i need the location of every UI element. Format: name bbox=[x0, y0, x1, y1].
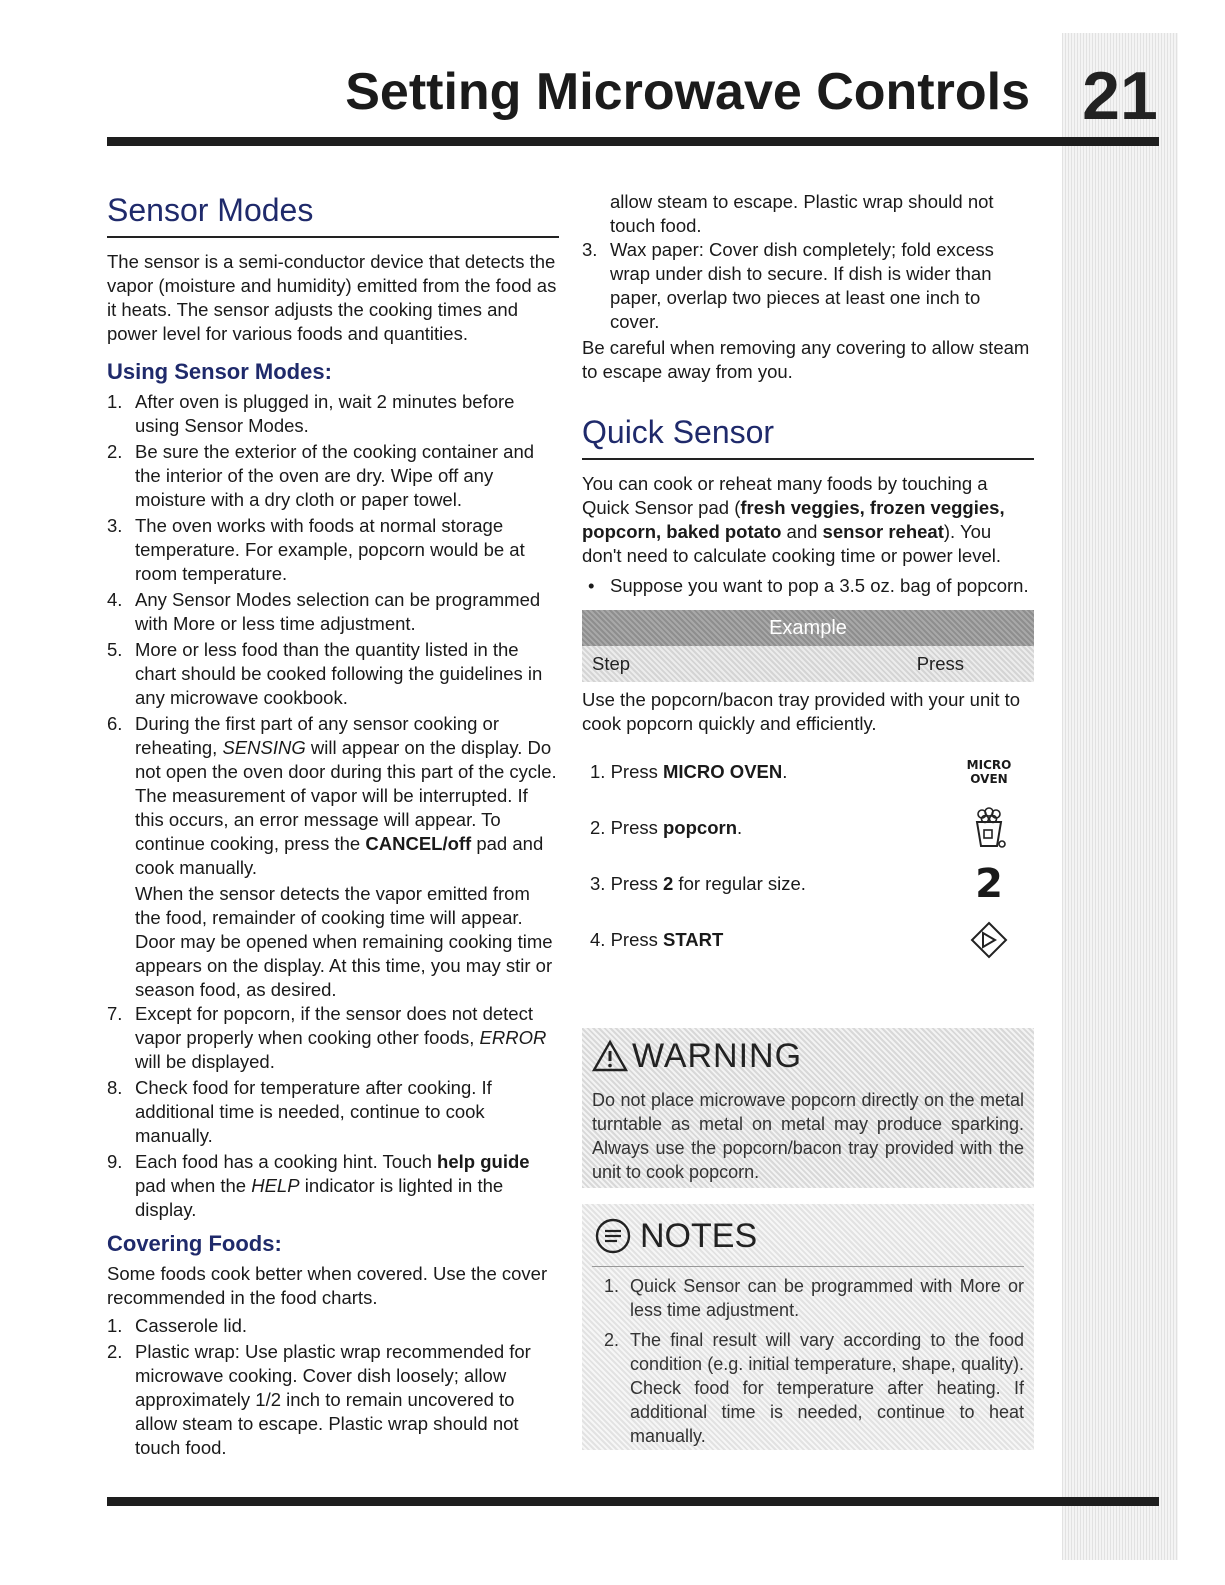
micro-oven-key: MICRO OVEN bbox=[966, 758, 1012, 786]
quick-sensor-heading: Quick Sensor bbox=[582, 412, 1034, 460]
list-item: 2. The final result will vary according to the food condition (e.g. initial temperature, shape, quality). Check food for temperature after heating. If additional time is needed, continue to heat manually. bbox=[604, 1330, 1024, 1446]
sensor-modes-list bbox=[107, 390, 559, 880]
using-sensor-modes-heading: Using Sensor Modes: bbox=[107, 359, 332, 384]
top-rule bbox=[107, 137, 1159, 146]
list-item: 8. Check food for temperature after cooking. If additional time is needed, continue to cook manually. bbox=[107, 1077, 492, 1146]
quick-sensor-bullet: • Suppose you want to pop a 3.5 oz. bag of popcorn. bbox=[588, 575, 1029, 596]
warning-title: WARNING bbox=[632, 1037, 803, 1075]
example-title: Example bbox=[582, 610, 1034, 646]
popcorn-icon bbox=[971, 806, 1007, 850]
bottom-rule bbox=[107, 1497, 1159, 1506]
step-row: 2. Press popcorn. bbox=[582, 800, 1034, 856]
start-icon bbox=[969, 920, 1009, 960]
sensor-modes-heading: Sensor Modes bbox=[107, 190, 559, 238]
list-item: 1. Casserole lid. bbox=[107, 1315, 248, 1336]
warning-icon bbox=[592, 1039, 628, 1073]
list-item: 2. Be sure the exterior of the cooking container and the interior of the oven are dry. Wipe off any moisture with a dry cloth or paper towel. bbox=[107, 441, 535, 510]
list-item: 5. More or less food than the quantity listed in the chart should be cooked following the guidelines in any microwave cookbook. bbox=[107, 639, 543, 708]
notes-box bbox=[582, 1204, 1034, 1450]
example-col-step: Step bbox=[592, 653, 631, 674]
list-item: 1. Quick Sensor can be programmed with More or less time adjustment. bbox=[604, 1276, 1024, 1320]
covering-list bbox=[107, 1314, 559, 1458]
list-item: 2. Plastic wrap: Use plastic wrap recommended for microwave cooking. Cover dish loosely; allow approximately 1/2 inch to remain uncovered to allow steam to escape. Plastic wrap should not touch food. bbox=[107, 1341, 531, 1458]
quick-sensor-intro: You can cook or reheat many foods by touching a Quick Sensor pad (fresh veggies, frozen veggies, popcorn, baked potato and sensor reheat). You don't need to calculate cooking time or power level. bbox=[582, 473, 1005, 566]
step-row: 3. Press 2 for regular size. 2 bbox=[590, 861, 1003, 907]
left-column bbox=[107, 190, 559, 1458]
warning-box bbox=[582, 1028, 1034, 1188]
list-item: 6. During the first part of any sensor cooking or reheating, SENSING will appear on the display. Do not open the oven door during this part of the cycle. The measurement of vapor will be interrupted. If this occurs, an error message will appear. To continue cooking, press the CANCEL/off pad and cook manually. bbox=[107, 713, 557, 878]
list-item: 1. After oven is plugged in, wait 2 minutes before using Sensor Modes. bbox=[107, 391, 515, 436]
step-row: 1. Press MICRO OVEN. MICRO OVEN bbox=[590, 758, 1012, 786]
notes-title: NOTES bbox=[640, 1217, 758, 1255]
example-note: Use the popcorn/bacon tray provided with your unit to cook popcorn quickly and efficiently. bbox=[582, 689, 1021, 734]
number-two-key: 2 bbox=[975, 861, 1003, 907]
right-column bbox=[582, 190, 1034, 968]
page-number: 21 bbox=[1082, 58, 1158, 134]
list-item: 4. Any Sensor Modes selection can be programmed with More or less time adjustment. bbox=[107, 589, 541, 634]
list-item: 9. Each food has a cooking hint. Touch help guide pad when the HELP indicator is lighted in the display. bbox=[107, 1151, 530, 1220]
list-item: 3. The oven works with foods at normal storage temperature. For example, popcorn would be at room temperature. bbox=[107, 515, 525, 584]
covering-careful: Be careful when removing any covering to allow steam to escape away from you. bbox=[582, 337, 1030, 382]
notes-list bbox=[592, 1274, 1024, 1454]
notes-icon bbox=[594, 1217, 632, 1255]
sensor-note: When the sensor detects the vapor emitted from the food, remainder of cooking time will appear. Door may be opened when remaining cooking time appears on the display. At this time, you may stir or season food, as desired. bbox=[135, 883, 553, 1000]
list-item: 3. Wax paper: Cover dish completely; fold excess wrap under dish to secure. If dish is wider than paper, overlap two pieces at least one inch to cover. bbox=[582, 239, 994, 332]
example-col-press: Press bbox=[916, 653, 964, 674]
list-item: 7. Except for popcorn, if the sensor does not detect vapor properly when cooking other foods, ERROR will be displayed. bbox=[107, 1003, 547, 1072]
notes-divider bbox=[592, 1266, 1024, 1267]
step-row: 4. Press START bbox=[582, 912, 1034, 968]
covering-foods-heading: Covering Foods: bbox=[107, 1231, 282, 1256]
example-columns bbox=[582, 646, 1034, 682]
covering-continued: allow steam to escape. Plastic wrap should not touch food. bbox=[610, 191, 994, 236]
covering-intro: Some foods cook better when covered. Use the cover recommended in the food charts. bbox=[107, 1263, 548, 1308]
sensor-modes-intro: The sensor is a semi-conductor device that detects the vapor (moisture and humidity) emitted from the food as it heats. The sensor adjusts the cooking times and power level for various foods and quantities. bbox=[107, 251, 557, 344]
sensor-modes-list-cont bbox=[107, 1002, 559, 1222]
covering-list-cont bbox=[582, 238, 1034, 334]
page-title: Setting Microwave Controls bbox=[345, 63, 1030, 121]
warning-text: Do not place microwave popcorn directly on the metal turntable as metal on metal may produce sparking. Always use the popcorn/bacon tray provided with the unit to cook popcorn. bbox=[592, 1090, 1024, 1182]
side-strip bbox=[1062, 33, 1178, 1560]
